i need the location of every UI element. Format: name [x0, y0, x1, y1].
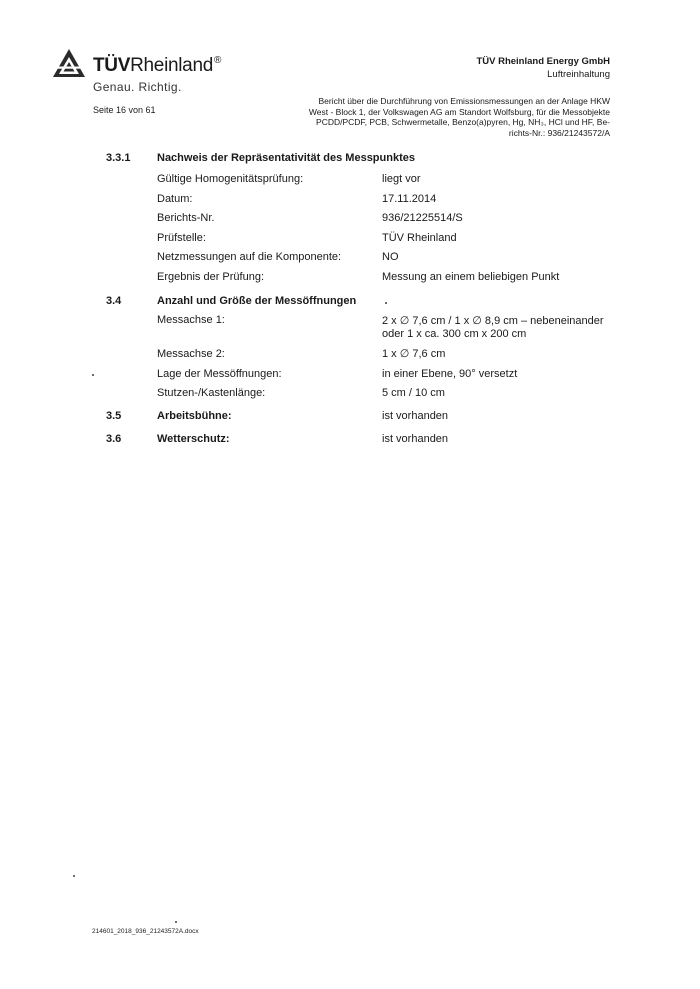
scan-speck — [385, 302, 387, 304]
section-heading: Arbeitsbühne: — [157, 410, 232, 422]
section-number: 3.3.1 — [106, 152, 131, 164]
section-number: 3.5 — [106, 410, 122, 422]
scan-speck — [175, 921, 177, 923]
field-label: Gültige Homogenitätsprüfung: — [157, 173, 304, 185]
report-description-line: West - Block 1, der Volkswagen AG am Standort Wolfsburg, für die Messobjekte — [308, 106, 610, 117]
report-description-line: richts-Nr.: 936/21243572/A — [508, 127, 610, 138]
field-value: in einer Ebene, 90° versetzt — [382, 368, 518, 380]
tuv-rheinland-logo — [52, 48, 252, 98]
field-label: Datum: — [157, 193, 193, 205]
footer-filename: 214601_2018_936_21243572A.docx — [92, 928, 199, 935]
field-label: Ergebnis der Prüfung: — [157, 271, 265, 283]
company-info — [476, 55, 610, 81]
report-description-line: PCDD/PCDF, PCB, Schwermetalle, Benzo(a)pyren, Hg, NH₃, HCl und HF, Be- — [316, 117, 610, 127]
scan-speck — [73, 875, 75, 877]
field-value-line: oder 1 x ca. 300 cm x 200 cm — [382, 328, 527, 340]
field-value: ist vorhanden — [382, 433, 449, 445]
section-heading: Wetterschutz: — [157, 433, 230, 445]
section-heading: Nachweis der Repräsentativität des Messpunktes — [157, 152, 415, 164]
field-value: NO — [382, 251, 399, 263]
field-value: 17.11.2014 — [382, 193, 437, 205]
field-label: Messachse 2: — [157, 348, 225, 360]
field-value: TÜV Rheinland — [382, 232, 457, 244]
field-value-line: 2 x ∅ 7,6 cm / 1 x ∅ 8,9 cm – nebeneinander — [382, 315, 604, 327]
company-name: TÜV Rheinland Energy GmbH — [476, 56, 610, 67]
field-value: 5 cm / 10 cm — [382, 387, 445, 399]
report-description-line: Bericht über die Durchführung von Emissionsmessungen an der Anlage HKW — [318, 96, 610, 106]
field-value: ist vorhanden — [382, 410, 449, 422]
section-heading: Anzahl und Größe der Messöffnungen — [157, 295, 357, 307]
department: Luftreinhaltung — [547, 69, 610, 80]
field-value: 1 x ∅ 7,6 cm — [382, 348, 446, 360]
field-label: Messachse 1: — [157, 314, 225, 326]
field-value: Messung an einem beliebigen Punkt — [382, 271, 560, 283]
field-label: Lage der Messöffnungen: — [157, 368, 282, 380]
field-label: Netzmessungen auf die Komponente: — [157, 251, 342, 263]
field-value: liegt vor — [382, 173, 421, 185]
field-label: Stutzen-/Kastenlänge: — [157, 387, 266, 399]
logo-slogan: Genau. Richtig. — [93, 80, 182, 94]
scan-speck — [92, 374, 94, 376]
report-description — [280, 96, 610, 138]
field-value — [382, 315, 604, 341]
section-number: 3.6 — [106, 433, 122, 445]
field-value: 936/21225514/S — [382, 212, 463, 224]
field-label: Prüfstelle: — [157, 232, 206, 244]
logo-brand-text: TÜVRheinland® — [93, 55, 222, 76]
field-label: Berichts-Nr. — [157, 212, 215, 224]
page-number: Seite 16 von 61 — [93, 105, 156, 115]
tuv-triangle-logo-icon — [52, 48, 86, 78]
section-number: 3.4 — [106, 295, 122, 307]
